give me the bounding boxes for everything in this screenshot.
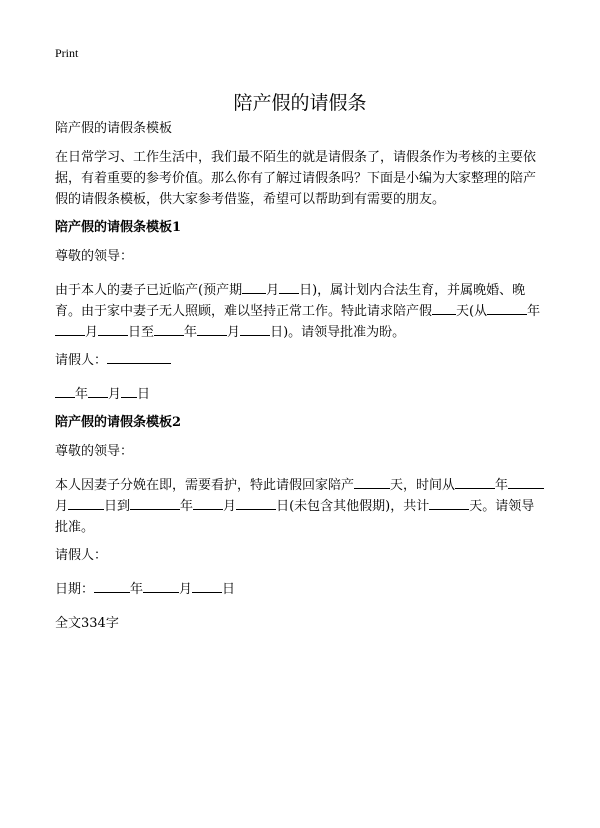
blank-field bbox=[240, 322, 270, 336]
t2-text: 年 bbox=[495, 478, 509, 493]
blank-field bbox=[279, 280, 299, 294]
blank-field bbox=[88, 384, 108, 398]
t1-text: 月 bbox=[266, 283, 280, 298]
blank-field bbox=[154, 322, 184, 336]
blank-field bbox=[130, 496, 180, 510]
template1-date bbox=[55, 384, 545, 405]
t2-text: 年 bbox=[180, 499, 194, 514]
year-label: 年 bbox=[130, 582, 144, 597]
template2-applicant: 请假人： bbox=[55, 548, 108, 563]
t1-text: 年 bbox=[184, 325, 198, 340]
blank-field bbox=[55, 322, 85, 336]
t1-text: 天(从 bbox=[456, 304, 488, 319]
t2-text: 日到 bbox=[104, 499, 131, 514]
template1-body bbox=[55, 280, 545, 343]
document-title: 陪产假的请假条 bbox=[233, 91, 367, 114]
blank-field bbox=[197, 322, 227, 336]
t1-text: 日至 bbox=[128, 325, 155, 340]
year-label: 年 bbox=[75, 387, 89, 402]
template1-heading: 陪产假的请假条模板1 bbox=[55, 220, 182, 235]
blank-field bbox=[107, 350, 171, 364]
blank-field bbox=[68, 496, 104, 510]
applicant-label: 请假人： bbox=[55, 353, 108, 368]
blank-field bbox=[236, 496, 276, 510]
day-label: 日 bbox=[222, 582, 236, 597]
blank-field bbox=[193, 496, 223, 510]
t2-text: 月 bbox=[55, 499, 69, 514]
blank-field bbox=[143, 579, 179, 593]
blank-field bbox=[242, 280, 266, 294]
blank-field bbox=[432, 301, 456, 315]
month-label: 月 bbox=[179, 582, 193, 597]
t1-text: 日)。请领导批准为盼。 bbox=[270, 325, 406, 340]
t1-text: 由于本人的妻子已近临产(预产期 bbox=[55, 283, 243, 298]
t2-text: 月 bbox=[223, 499, 237, 514]
template1-applicant bbox=[55, 350, 545, 371]
intro-paragraph: 在日常学习、工作生活中，我们最不陌生的就是请假条了，请假条作为考核的主要依据，有着重要的参考价值。那么你有了解过请假条吗？下面是小编为大家整理的陪产假的请假条模板，供大家参考借鉴，希望可以帮助到有需要的朋友。 bbox=[55, 150, 537, 207]
template2-greeting: 尊敬的领导： bbox=[55, 444, 134, 459]
print-link[interactable]: Print bbox=[55, 46, 79, 60]
blank-field bbox=[487, 301, 527, 315]
day-label: 日 bbox=[137, 387, 151, 402]
template1-greeting: 尊敬的领导： bbox=[55, 249, 134, 264]
month-label: 月 bbox=[108, 387, 122, 402]
template2-heading: 陪产假的请假条模板2 bbox=[55, 415, 182, 430]
template2-body bbox=[55, 475, 545, 538]
blank-field bbox=[354, 475, 390, 489]
t1-text: 月 bbox=[85, 325, 99, 340]
date-label: 日期： bbox=[55, 582, 95, 597]
t2-text: 日(未包含其他假期)，共计 bbox=[276, 499, 430, 514]
blank-field bbox=[429, 496, 469, 510]
t2-text: 本人因妻子分娩在即，需要看护，特此请假回家陪产 bbox=[55, 478, 355, 493]
blank-field bbox=[98, 322, 128, 336]
document-body bbox=[55, 118, 545, 634]
blank-field bbox=[455, 475, 495, 489]
blank-field bbox=[508, 475, 544, 489]
word-count: 全文334字 bbox=[55, 616, 119, 631]
t2-text: 天，时间从 bbox=[390, 478, 456, 493]
template2-date bbox=[55, 579, 545, 600]
document-subtitle: 陪产假的请假条模板 bbox=[55, 121, 173, 136]
t1-text: 年 bbox=[527, 304, 541, 319]
blank-field bbox=[121, 384, 137, 398]
t2-text: 天。请领导批准。 bbox=[55, 499, 535, 535]
blank-field bbox=[192, 579, 222, 593]
blank-field bbox=[55, 384, 75, 398]
blank-field bbox=[94, 579, 130, 593]
t1-text: 月 bbox=[227, 325, 241, 340]
t1-text: 日)，属计划内合法生育，并属晚婚、晚育。由于家中妻子无人照顾，难以坚持正常工作。特此请求陪产假 bbox=[55, 283, 526, 319]
